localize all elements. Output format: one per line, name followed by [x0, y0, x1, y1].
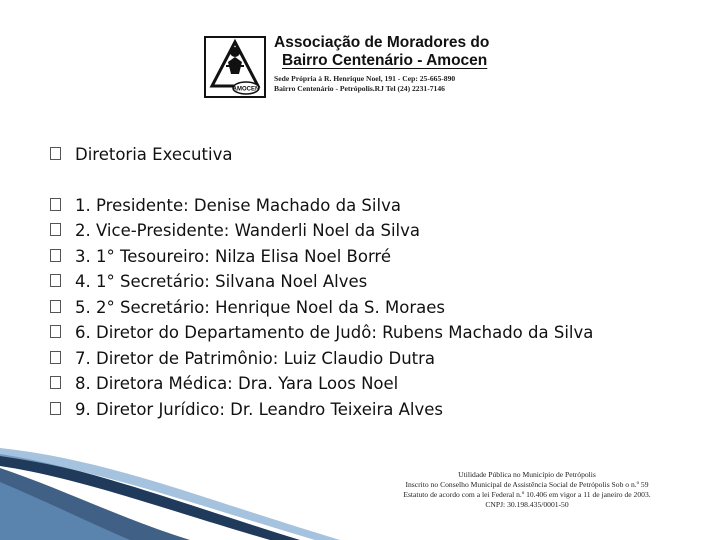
bullet-box-icon: [50, 249, 61, 262]
bullet-box-icon: [50, 300, 61, 313]
registration-stamp: [362, 470, 692, 510]
list-item: [50, 195, 593, 221]
stamp-line4: CNPJ: 30.198.435/0001-50: [485, 500, 569, 509]
list-item: [50, 271, 593, 297]
list-item: [50, 348, 593, 374]
list-item: [50, 220, 593, 246]
letterhead: [204, 34, 534, 104]
member-text: 1. Presidente: Denise Machado da Silva: [75, 195, 401, 215]
member-text: 4. 1° Secretário: Silvana Noel Alves: [75, 272, 368, 291]
organization-address: [274, 74, 455, 94]
member-text: 5. 2° Secretário: Henrique Noel da S. Moraes: [75, 297, 445, 317]
list-item: [50, 373, 593, 399]
list-item: [50, 297, 593, 323]
association-logo: [204, 36, 266, 98]
svg-text:AMOCEN: AMOCEN: [232, 86, 260, 93]
board-list: [50, 144, 593, 424]
list-item: [50, 399, 593, 425]
member-text: 3. 1° Tesoureiro: Nilza Elisa Noel Borré: [75, 246, 392, 266]
bullet-box-icon: [50, 351, 61, 364]
bullet-box-icon: [50, 325, 61, 338]
stamp-line2: Inscrito no Conselho Municipal de Assistência Social de Petrópolis Sob o n.º 59: [405, 480, 649, 489]
member-text: 2. Vice-Presidente: Wanderli Noel da Silva: [75, 221, 421, 240]
address-line1: Sede Própria à R. Henrique Noel, 191 - Cep: 25-665-890: [274, 74, 456, 83]
bullet-box-icon: [50, 147, 61, 160]
org-title-line2: Bairro Centenário - Amocen: [282, 52, 488, 69]
org-title-line1: Associação de Moradores do: [274, 34, 490, 51]
organization-name: [274, 34, 489, 70]
member-text: 9. Diretor Jurídico: Dr. Leandro Teixeira Alves: [75, 399, 444, 419]
bullet-box-icon: [50, 376, 61, 389]
member-text: 6. Diretor do Departamento de Judô: Rubens Machado da Silva: [75, 323, 594, 342]
bullet-box-icon: [50, 223, 61, 236]
address-line2: Bairro Centenário - Petrópolis.RJ Tel (24) 2231-7146: [274, 84, 445, 93]
stamp-line3: Estatuto de acordo com a lei Federal n.º 10.406 em vigor a 11 de janeiro de 2003.: [403, 490, 651, 499]
stamp-line1: Utilidade Pública no Município de Petrópolis: [458, 470, 596, 479]
list-heading: [50, 144, 593, 170]
heading-text: Diretoria Executiva: [75, 145, 233, 164]
list-item: [50, 322, 593, 348]
bullet-box-icon: [50, 274, 61, 287]
bullet-box-icon: [50, 198, 61, 211]
member-text: 8. Diretora Médica: Dra. Yara Loos Noel: [75, 374, 399, 393]
member-text: 7. Diretor de Patrimônio: Luiz Claudio Dutra: [75, 348, 436, 368]
bullet-box-icon: [50, 402, 61, 415]
list-item: [50, 246, 593, 272]
